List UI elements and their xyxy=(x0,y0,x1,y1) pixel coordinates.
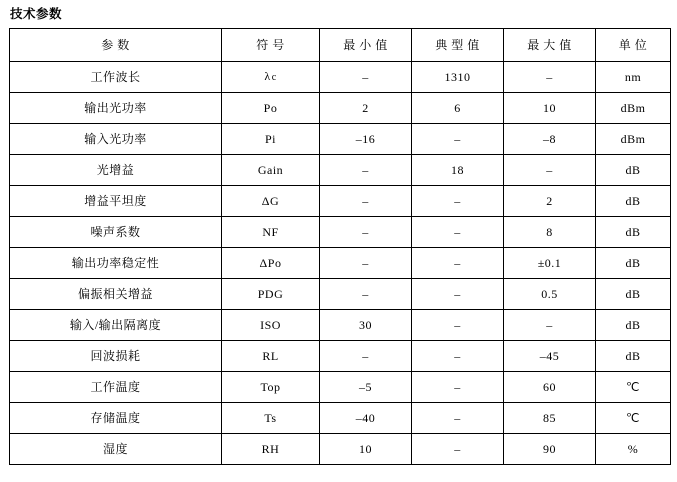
cell-unit: nm xyxy=(596,62,671,93)
cell-min: –5 xyxy=(320,372,412,403)
table-row xyxy=(10,186,671,217)
cell-parameter: 输入/输出隔离度 xyxy=(10,310,222,341)
column-header-typical: 典 型 值 xyxy=(412,29,504,62)
cell-unit: dB xyxy=(596,217,671,248)
cell-symbol xyxy=(222,279,320,310)
cell-symbol xyxy=(222,310,320,341)
cell-parameter: 湿度 xyxy=(10,434,222,465)
table-header xyxy=(10,29,671,62)
cell-min: – xyxy=(320,155,412,186)
cell-unit: ℃ xyxy=(596,372,671,403)
cell-symbol xyxy=(222,186,320,217)
cell-min: 2 xyxy=(320,93,412,124)
column-header-parameter: 参 数 xyxy=(10,29,222,62)
cell-symbol xyxy=(222,217,320,248)
cell-min: –40 xyxy=(320,403,412,434)
specifications-table xyxy=(9,28,671,465)
cell-max: 85 xyxy=(504,403,596,434)
cell-max: 8 xyxy=(504,217,596,248)
table-row xyxy=(10,372,671,403)
table-row xyxy=(10,248,671,279)
column-header-unit: 单 位 xyxy=(596,29,671,62)
cell-typ: – xyxy=(412,434,504,465)
cell-typ: – xyxy=(412,186,504,217)
column-header-symbol: 符 号 xyxy=(222,29,320,62)
cell-typ: 6 xyxy=(412,93,504,124)
table-row xyxy=(10,217,671,248)
cell-typ: – xyxy=(412,279,504,310)
cell-symbol xyxy=(222,341,320,372)
symbol-subscript: c xyxy=(271,72,277,83)
cell-max: 2 xyxy=(504,186,596,217)
symbol-base: PDG xyxy=(257,287,284,301)
cell-symbol xyxy=(222,93,320,124)
cell-max: – xyxy=(504,155,596,186)
cell-symbol xyxy=(222,403,320,434)
cell-unit: dB xyxy=(596,248,671,279)
cell-typ: – xyxy=(412,403,504,434)
symbol-base: λ xyxy=(264,69,271,83)
table-body xyxy=(10,62,671,465)
table-row xyxy=(10,403,671,434)
cell-parameter: 光增益 xyxy=(10,155,222,186)
cell-symbol xyxy=(222,124,320,155)
table-header-row xyxy=(10,29,671,62)
cell-parameter: 输入光功率 xyxy=(10,124,222,155)
table-row xyxy=(10,310,671,341)
page-title: 技术参数 xyxy=(10,7,63,21)
cell-max: 60 xyxy=(504,372,596,403)
cell-min: – xyxy=(320,217,412,248)
symbol-base: Po xyxy=(263,101,278,115)
cell-typ: – xyxy=(412,248,504,279)
cell-parameter: 工作温度 xyxy=(10,372,222,403)
table-row xyxy=(10,279,671,310)
symbol-base: Top xyxy=(260,380,281,394)
cell-typ: 18 xyxy=(412,155,504,186)
table-row xyxy=(10,434,671,465)
cell-unit: dB xyxy=(596,186,671,217)
cell-symbol xyxy=(222,62,320,93)
cell-min: –16 xyxy=(320,124,412,155)
cell-unit: % xyxy=(596,434,671,465)
cell-max: – xyxy=(504,62,596,93)
cell-min: 10 xyxy=(320,434,412,465)
symbol-base: ΔG xyxy=(261,194,280,208)
symbol-base: RL xyxy=(262,349,279,363)
cell-max: –8 xyxy=(504,124,596,155)
cell-typ: – xyxy=(412,341,504,372)
cell-min: – xyxy=(320,279,412,310)
cell-max: –45 xyxy=(504,341,596,372)
table-row xyxy=(10,124,671,155)
symbol-base: Pi xyxy=(264,132,276,146)
table-row xyxy=(10,62,671,93)
cell-min: – xyxy=(320,62,412,93)
table-row xyxy=(10,155,671,186)
cell-max: – xyxy=(504,310,596,341)
cell-max: 10 xyxy=(504,93,596,124)
cell-typ: – xyxy=(412,124,504,155)
cell-min: – xyxy=(320,186,412,217)
cell-max: ±0.1 xyxy=(504,248,596,279)
cell-max: 0.5 xyxy=(504,279,596,310)
cell-unit: dBm xyxy=(596,93,671,124)
cell-symbol xyxy=(222,434,320,465)
cell-unit: dBm xyxy=(596,124,671,155)
cell-symbol xyxy=(222,372,320,403)
cell-unit: dB xyxy=(596,341,671,372)
symbol-base: RH xyxy=(261,442,280,456)
cell-min: – xyxy=(320,248,412,279)
cell-max: 90 xyxy=(504,434,596,465)
cell-unit: dB xyxy=(596,279,671,310)
cell-unit: ℃ xyxy=(596,403,671,434)
cell-typ: 1310 xyxy=(412,62,504,93)
symbol-base: NF xyxy=(262,225,279,239)
cell-min: – xyxy=(320,341,412,372)
symbol-base: ISO xyxy=(260,318,281,332)
symbol-base: Ts xyxy=(264,411,277,425)
cell-parameter: 噪声系数 xyxy=(10,217,222,248)
table-row xyxy=(10,341,671,372)
cell-parameter: 输出光功率 xyxy=(10,93,222,124)
column-header-min: 最 小 值 xyxy=(320,29,412,62)
symbol-base: Gain xyxy=(257,163,284,177)
cell-unit: dB xyxy=(596,155,671,186)
cell-typ: – xyxy=(412,372,504,403)
cell-typ: – xyxy=(412,310,504,341)
column-header-max: 最 大 值 xyxy=(504,29,596,62)
cell-typ: – xyxy=(412,217,504,248)
symbol-base: ΔPo xyxy=(259,256,282,270)
table-row xyxy=(10,93,671,124)
cell-parameter: 存储温度 xyxy=(10,403,222,434)
cell-parameter: 偏振相关增益 xyxy=(10,279,222,310)
cell-symbol xyxy=(222,155,320,186)
cell-parameter: 工作波长 xyxy=(10,62,222,93)
cell-unit: dB xyxy=(596,310,671,341)
cell-parameter: 增益平坦度 xyxy=(10,186,222,217)
cell-parameter: 输出功率稳定性 xyxy=(10,248,222,279)
cell-symbol xyxy=(222,248,320,279)
cell-parameter: 回波损耗 xyxy=(10,341,222,372)
cell-min: 30 xyxy=(320,310,412,341)
